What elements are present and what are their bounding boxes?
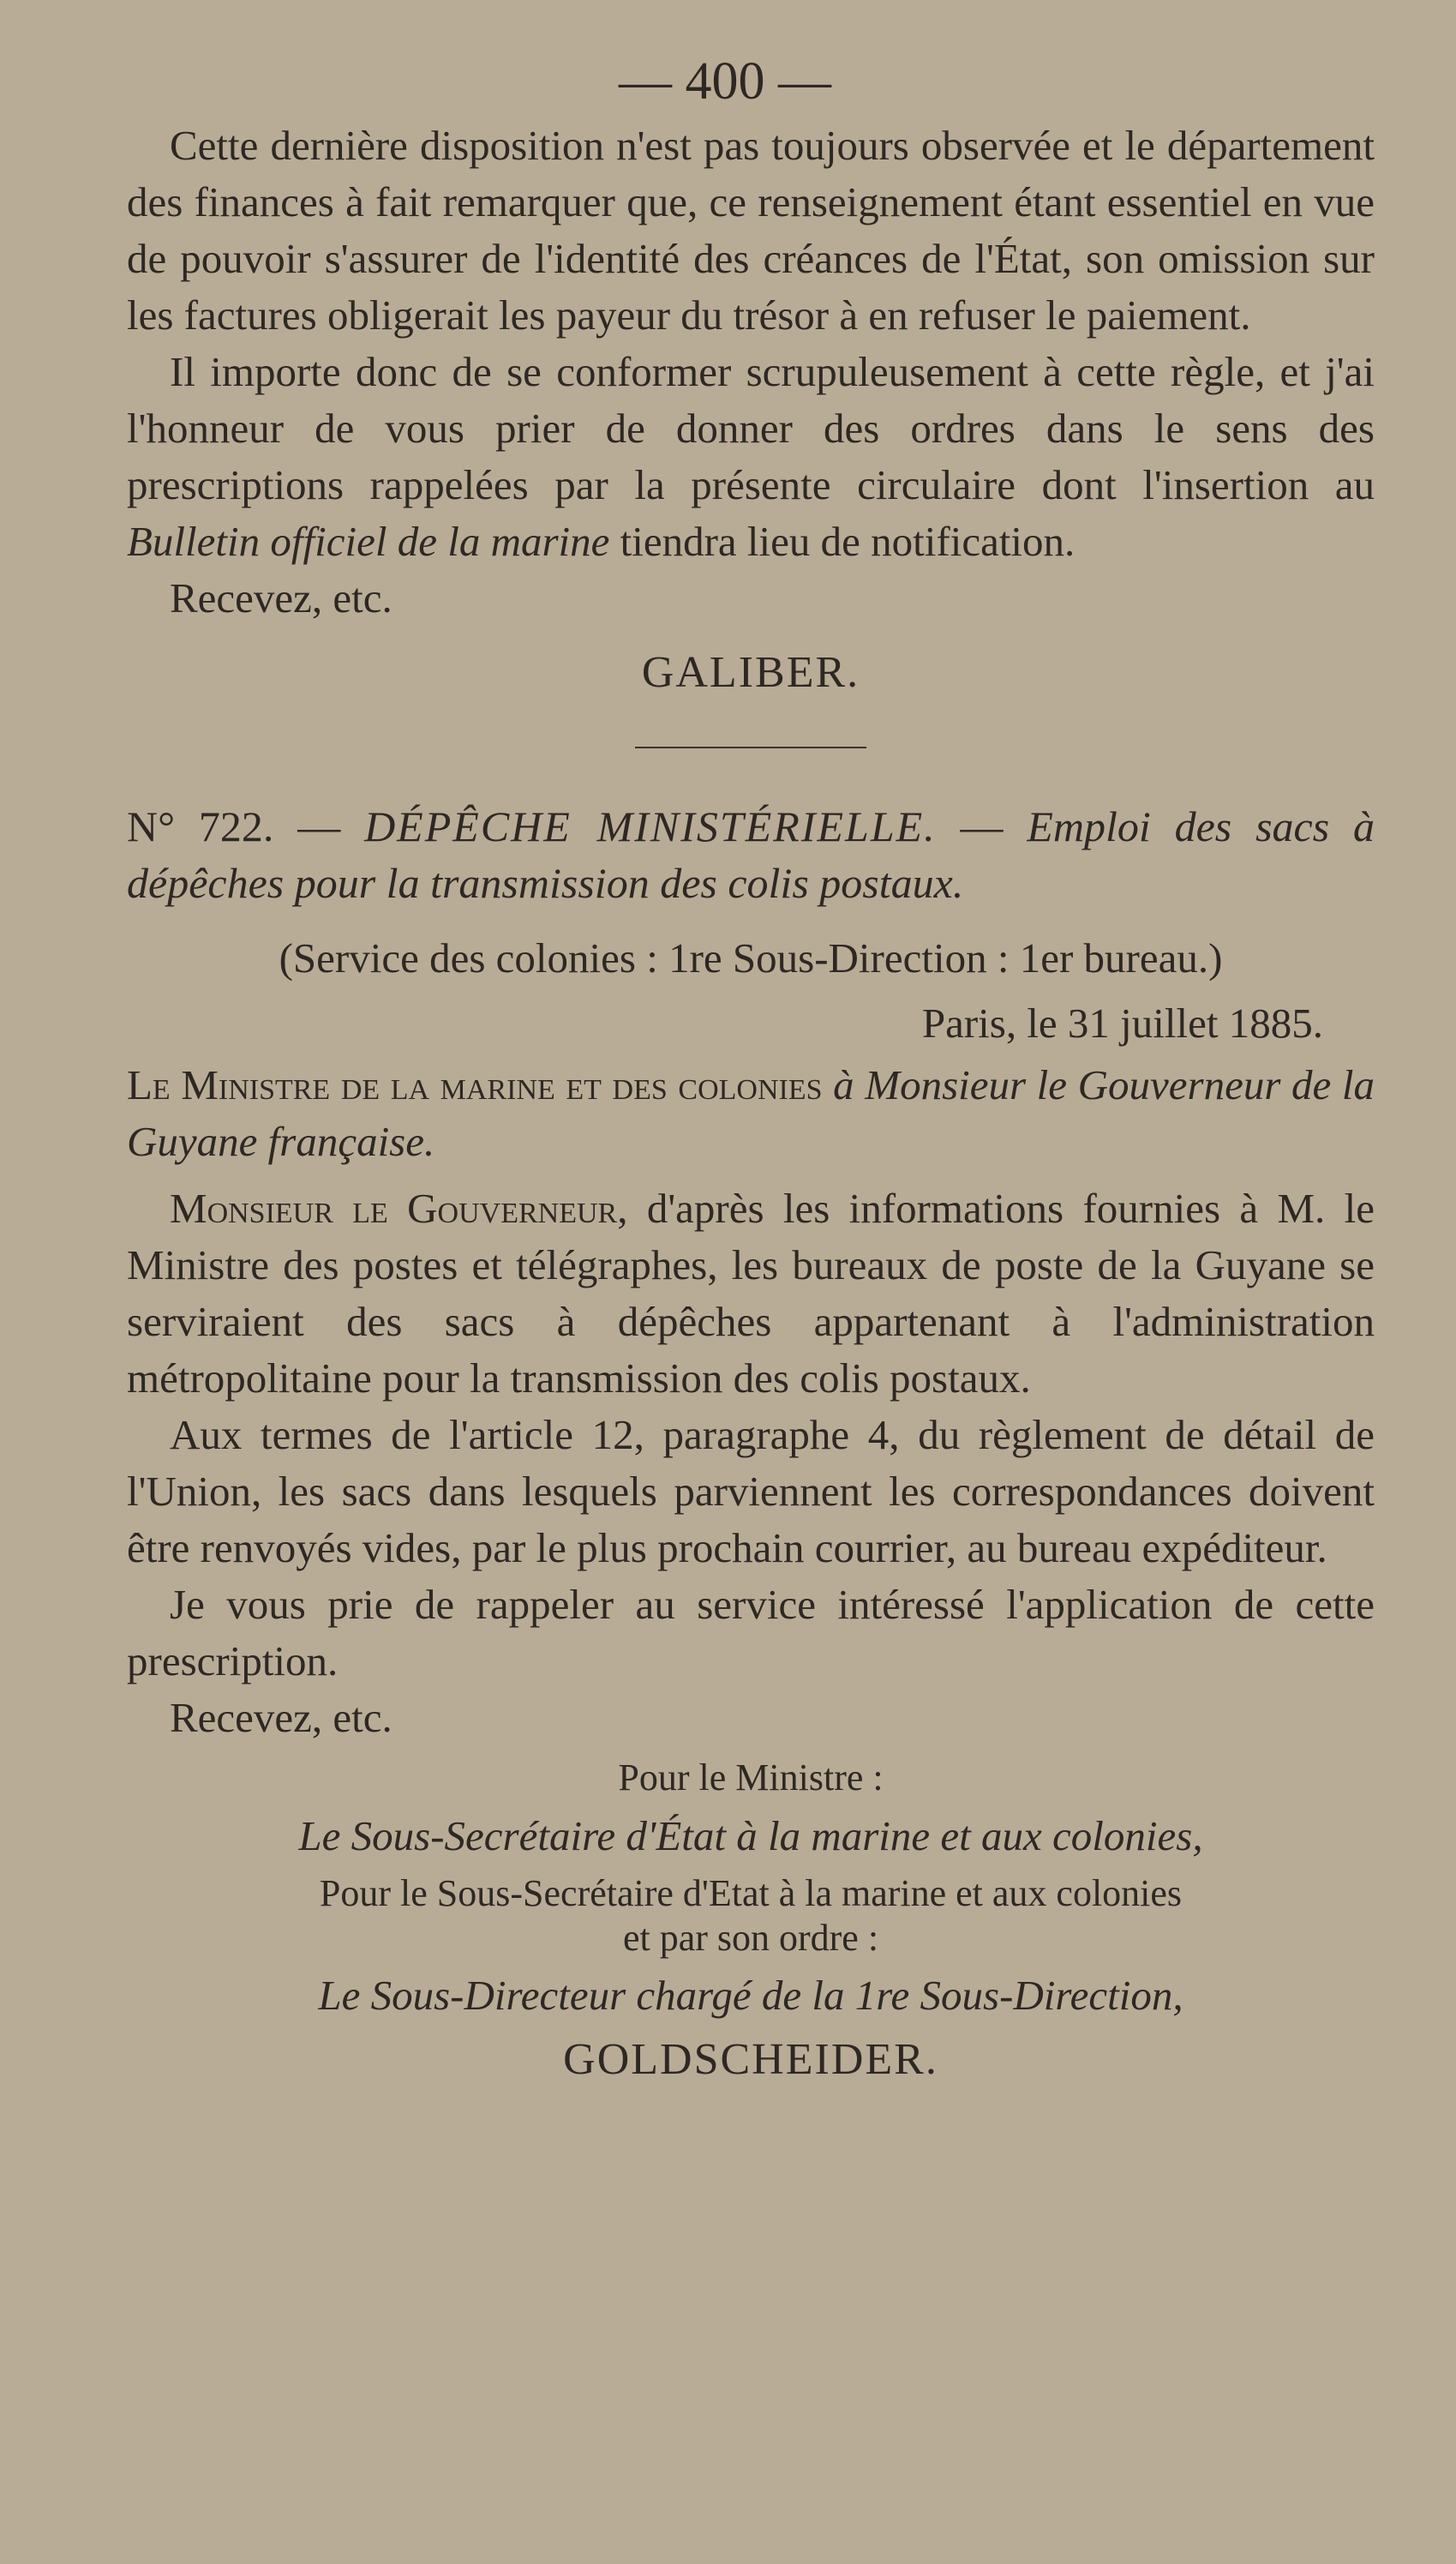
closing-2 xyxy=(127,1690,1375,1746)
addressee-sender: Le Ministre de la marine et des colonies xyxy=(127,1061,823,1108)
section-divider xyxy=(635,747,866,748)
service-line: (Service des colonies : 1re Sous-Direction : 1er bureau.) xyxy=(279,934,1223,982)
paragraph-2-text-a: Il importe donc de se conformer scrupuleusement à cette règle, et j'ai l'honneur de vous prier de donner des ordres dans le sens des prescriptions rappelées par la présente circulaire dont l'insertion au xyxy=(127,348,1375,508)
sous-secretaire-title: Le Sous-Secrétaire d'État à la marine et aux colonies, xyxy=(298,1812,1203,1859)
sous-directeur-title: Le Sous-Directeur chargé de la 1re Sous-Direction, xyxy=(318,1972,1183,2019)
closing-2-text: Recevez, etc. xyxy=(170,1694,392,1741)
paragraph-3 xyxy=(127,1180,1375,1407)
paragraph-5-text: Je vous prie de rappeler au service intéressé l'application de cette prescription. xyxy=(127,1581,1375,1684)
page-number: — 400 — xyxy=(619,52,831,111)
header-separator: — xyxy=(960,802,1004,850)
bulletin-title: Bulletin officiel de la marine xyxy=(127,518,610,565)
paragraph-2 xyxy=(127,344,1375,570)
dispatch-header xyxy=(127,798,1375,911)
addressee xyxy=(127,1057,1375,1170)
signature-goldscheider: GOLDSCHEIDER. xyxy=(563,2035,938,2084)
dispatch-title: DÉPÊCHE MINISTÉRIELLE. xyxy=(364,802,937,850)
closing-1-text: Recevez, etc. xyxy=(170,574,392,621)
pour-sous-secretaire-line-2: et par son ordre : xyxy=(622,1917,879,1959)
paragraph-1 xyxy=(127,117,1375,344)
pour-le-ministre: Pour le Ministre : xyxy=(618,1756,884,1798)
pour-sous-secretaire-line-1: Pour le Sous-Secrétaire d'Etat à la marine et aux colonies xyxy=(319,1872,1183,1914)
date-line: Paris, le 31 juillet 1885. xyxy=(921,1000,1323,1047)
closing-1 xyxy=(127,570,1375,627)
paragraph-4 xyxy=(127,1407,1375,1576)
addressee-recipient: à Monsieur le Gouverneur de la Guyane française. xyxy=(127,1061,1375,1165)
dispatch-subject: Emploi des sacs à dépêches pour la transmission des colis postaux. xyxy=(127,802,1375,907)
dispatch-number: N° 722. — xyxy=(127,802,341,850)
pour-sous-secretaire xyxy=(127,1871,1375,1961)
paragraph-1-text: Cette dernière disposition n'est pas toujours observée et le département des finances à fait remarquer que, ce renseignement étant essentiel en vue de pouvoir s'assurer de l'identité des créances de l'État, son omission sur les factures obligerait les payeur du trésor à en refuser le paiement. xyxy=(127,122,1375,339)
salutation: Monsieur le Gouverneur, xyxy=(170,1185,628,1232)
paragraph-5 xyxy=(127,1576,1375,1690)
paragraph-2-text-b: tiendra lieu de notification. xyxy=(620,518,1076,565)
paragraph-3-text: d'après les informations fournies à M. le Ministre des postes et télégraphes, les bureaux de poste de la Guyane se serviraient des sacs à dépêches appartenant à l'administration métropolitaine pour la transmission des colis postaux. xyxy=(127,1185,1375,1402)
signature-galiber: GALIBER. xyxy=(641,648,860,697)
paragraph-4-text: Aux termes de l'article 12, paragraphe 4, du règlement de détail de l'Union, les sacs dans lesquels parviennent les correspondances doivent être renvoyés vides, par le plus prochain courrier, au bureau expéditeur. xyxy=(127,1411,1375,1571)
